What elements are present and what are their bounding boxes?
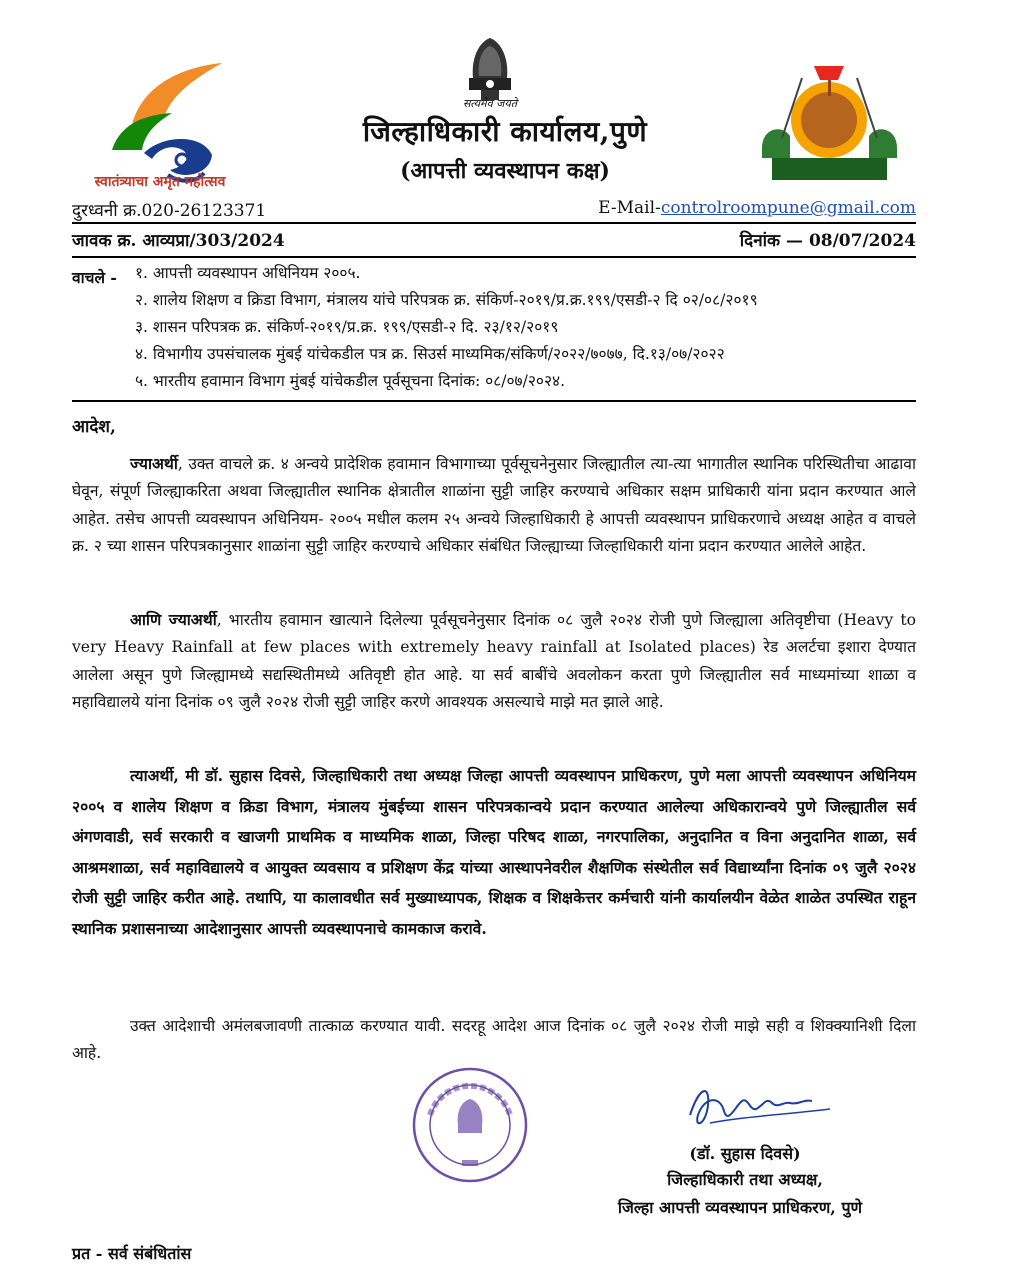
reference-number: जावक क्र. आव्यप्रा/303/2024	[72, 231, 285, 251]
order-heading: आदेश,	[72, 417, 116, 437]
paragraph-text: , भारतीय हवामान खात्याने दिलेल्या पूर्वसूचनेनुसार दिनांक ०८ जुलै २०२४ रोजी पुणे जिल्ह्याला अतिवृष्टीचा (Heavy to very Heavy Rainfall at few places with extremely heavy rainfall at Isolated places) रेड अलर्टचा इशारा देण्यात आलेला असून पुणे जिल्ह्यामध्ये सद्यस्थितीमध्ये अतिवृष्टी होत आहे. या सर्व बाबींचे अवलोकन करता पुणे जिल्ह्यातील सर्व माध्यमांच्या शाळा व महाविद्यालये यांना दिनांक ०९ जुलै २०२४ रोजी सुट्टी जाहिर करणे आवश्यक असल्याचे माझे मत झाले आहे.	[72, 611, 916, 711]
signatory-authority: जिल्हा आपत्ती व्यवस्थापन प्राधिकरण, पुणे	[617, 1198, 863, 1217]
order-paragraph-2	[72, 606, 916, 716]
official-seal-stamp	[410, 1065, 530, 1185]
header-divider	[72, 222, 916, 224]
read-item: ३. शासन परिपत्रक क्र. संकिर्ण-२०१९/प्र.क्र. १९९/एसडी-२ दि. २३/१२/२०१९	[135, 318, 559, 336]
paragraph-text: , उक्त वाचले क्र. ४ अन्वये प्रादेशिक हवामान विभागाच्या पूर्वसूचनेनुसार जिल्ह्यातील त्या-त्या भागातील स्थानिक परिस्थितीचा आढावा घेवून, संपूर्ण जिल्ह्याकरिता अथवा जिल्ह्यातील स्थानिक क्षेत्रातील शाळांना सुट्टी जाहिर करण्याचे अधिकार सक्षम प्राधिकारी यांना प्रदान करण्यात आले आहेत. तसेच आपत्ती व्यवस्थापन अधिनियम- २००५ मधील कलम २५ अन्वये जिल्हाधिकारी हे आपत्ती व्यवस्थापन प्राधिकरणाचे अध्यक्ष आहेत व वाचले क्र. २ च्या शासन परिपत्रकानुसार शाळांना सुट्टी जाहिर करण्याचे अधिकार संबंधित जिल्ह्याच्या जिल्हाधिकारी यांना प्रदान करण्यात आलेले आहेत.	[72, 455, 916, 555]
amrit-mahotsav-caption: स्वातंत्र्याचा अमृत महोत्सव	[94, 174, 226, 190]
email-link[interactable]: controlroompune@gmail.com	[660, 198, 916, 218]
signatory-name: (डॉ. सुहास दिवसे)	[689, 1144, 801, 1163]
order-paragraph-3	[72, 761, 916, 944]
emblem-motto: सत्यमेव जयते	[462, 97, 517, 110]
handwritten-signature	[680, 1075, 850, 1135]
shivrajyabhishek-logo	[742, 58, 917, 188]
read-item: २. शालेय शिक्षण व क्रिडा विभाग, मंत्रालय यांचे परिपत्रक क्र. संकिर्ण-२०१९/प्र.क्र.१९९/एसडी-२ दि ०२/०८/२०१९	[135, 291, 758, 309]
signatory-designation: जिल्हाधिकारी तथा अध्यक्ष,	[667, 1170, 823, 1189]
order-paragraph-1	[72, 450, 916, 560]
office-title: जिल्हाधिकारी कार्यालय,पुणे	[362, 115, 648, 148]
paragraph-lead: ज्याअर्थी	[130, 454, 178, 473]
paragraph-text: त्याअर्थी, मी डॉ. सुहास दिवसे, जिल्हाधिकारी तथा अध्यक्ष जिल्हा आपत्ती व्यवस्थापन प्राधिकरण, पुणे मला आपत्ती व्यवस्थापन अधिनियम २००५ व शालेय शिक्षण व क्रिडा विभाग, मंत्रालय मुंबईच्या शासन परिपत्रकान्वये प्रदान करण्यात आलेल्या अधिकारान्वये पुणे जिल्ह्यातील सर्व अंगणवाडी, सर्व सरकारी व खाजगी प्राथमिक व माध्यमिक शाळा, जिल्हा परिषद शाळा, नगरपालिका, अनुदानित व विना अनुदानित शाळा, सर्व आश्रमशाळा, सर्व महाविद्यालये व आयुक्त व्यवसाय व प्रशिक्षण केंद्र यांच्या आस्थापनेवरील शैक्षणिक संस्थेतील सर्व विद्यार्थ्यांना दिनांक ०९ जुलै २०२४ रोजी सुट्टी जाहिर करीत आहे. तथापि, या कालावधीत सर्व मुख्याध्यापक, शिक्षक व शिक्षकेत्तर कर्मचारी यांनी कार्यालयीन वेळेत शाळेत उपस्थित राहून स्थानिक प्रशासनाच्या आदेशानुसार आपत्ती व्यवस्थापनाचे कामकाज करावे.	[72, 766, 916, 938]
email-label: E-Mail-	[598, 198, 661, 218]
read-item: ५. भारतीय हवामान विभाग मुंबई यांचेकडील पूर्वसूचना दिनांक: ०८/०७/२०२४.	[135, 372, 566, 390]
email-line	[560, 198, 916, 218]
document-date: दिनांक — 08/07/2024	[739, 231, 916, 251]
copy-to: प्रत - सर्व संबंधितांस	[72, 1244, 192, 1263]
read-item: १. आपत्ती व्यवस्थापन अधिनियम २००५.	[135, 264, 361, 282]
order-paragraph-4	[72, 1013, 916, 1068]
office-subtitle: (आपत्ती व्यवस्थापन कक्ष)	[400, 158, 610, 184]
reference-divider	[72, 256, 916, 258]
paragraph-text: उक्त आदेशाची अमंलबजावणी तात्काळ करण्यात यावी. सदरहू आदेश आज दिनांक ०८ जुलै २०२४ रोजी माझे सही व शिक्क्यानिशी दिला आहे.	[72, 1017, 916, 1063]
paragraph-lead: आणि ज्याअर्थी	[130, 610, 217, 629]
read-label: वाचले -	[72, 268, 117, 287]
read-divider	[72, 400, 916, 402]
phone-number: दुरध्वनी क्र.020-26123371	[72, 201, 267, 221]
read-item: ४. विभागीय उपसंचालक मुंबई यांचेकडील पत्र क्र. सिउर्स माध्यमिक/संकिर्ण/२०२२/७०७७, दि.१३/०७/२०२२	[135, 345, 725, 363]
